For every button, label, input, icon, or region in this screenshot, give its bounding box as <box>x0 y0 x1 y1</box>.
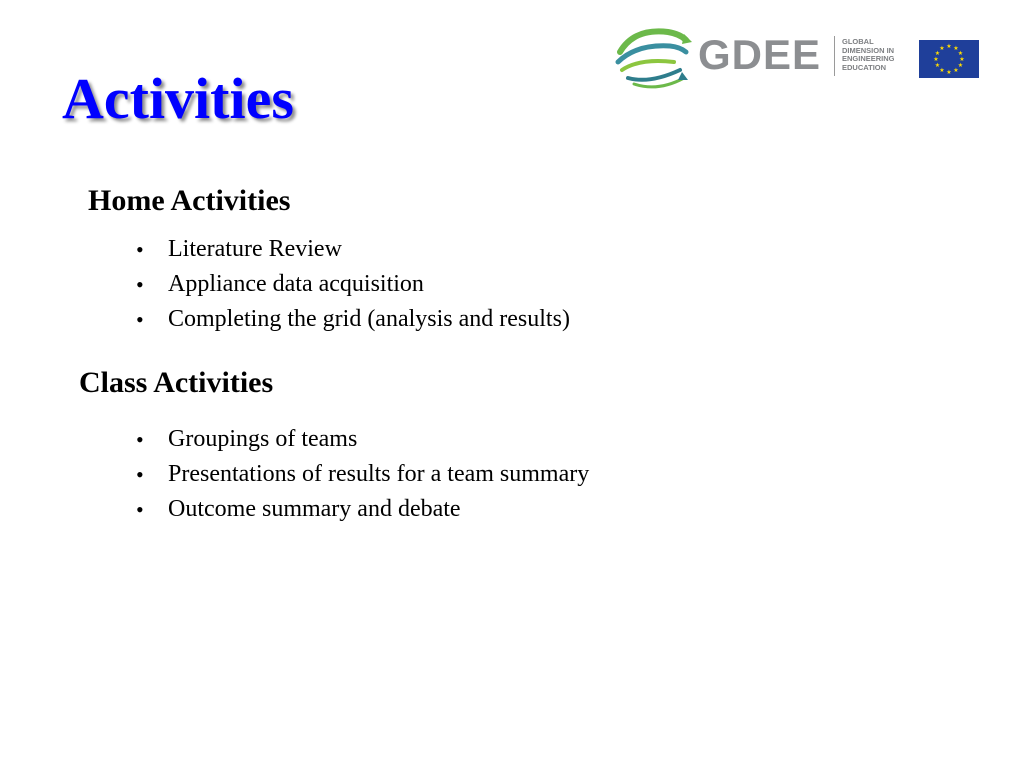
list-item-text: Outcome summary and debate <box>168 496 461 522</box>
list-item-text: Literature Review <box>168 236 342 262</box>
list-item-text: Appliance data acquisition <box>168 271 424 297</box>
logo-subtitle-line: DIMENSION IN <box>842 45 895 55</box>
svg-text:★: ★ <box>953 45 959 52</box>
svg-text:★: ★ <box>933 56 939 63</box>
bullet-icon: • <box>136 307 144 332</box>
logo-subtitle-line: GLOBAL <box>842 37 874 46</box>
svg-text:★: ★ <box>946 69 952 76</box>
svg-text:★: ★ <box>939 67 945 74</box>
logo-wordmark: GDEE <box>698 31 822 78</box>
list-item-text: Presentations of results for a team summary <box>168 461 590 487</box>
bullet-icon: • <box>136 427 144 452</box>
svg-text:★: ★ <box>953 67 959 74</box>
bullet-icon: • <box>136 462 144 487</box>
list-item-text: Groupings of teams <box>168 426 358 452</box>
slide-title: Activities <box>62 66 294 131</box>
section-heading-home: Home Activities <box>88 184 291 217</box>
svg-text:★: ★ <box>934 62 941 69</box>
logo-subtitle-line: EDUCATION <box>842 62 887 72</box>
svg-text:★: ★ <box>946 43 952 50</box>
bullet-icon: • <box>136 237 144 262</box>
gdee-swirl-icon <box>614 22 694 92</box>
gdee-logo <box>614 22 984 92</box>
svg-text:★: ★ <box>957 62 964 69</box>
logo-divider <box>834 36 835 76</box>
logo-subtitle <box>842 38 895 72</box>
svg-text:★: ★ <box>957 50 964 57</box>
list-item-text: Completing the grid (analysis and results) <box>168 306 570 332</box>
svg-text:★: ★ <box>934 50 941 57</box>
eu-stars-icon <box>919 40 979 78</box>
section-heading-class: Class Activities <box>79 366 274 399</box>
svg-text:★: ★ <box>959 56 965 63</box>
svg-text:★: ★ <box>939 45 945 52</box>
bullet-icon: • <box>136 272 144 297</box>
logo-subtitle-line: ENGINEERING <box>842 54 895 64</box>
eu-flag-icon <box>919 40 979 78</box>
bullet-icon: • <box>136 497 144 522</box>
